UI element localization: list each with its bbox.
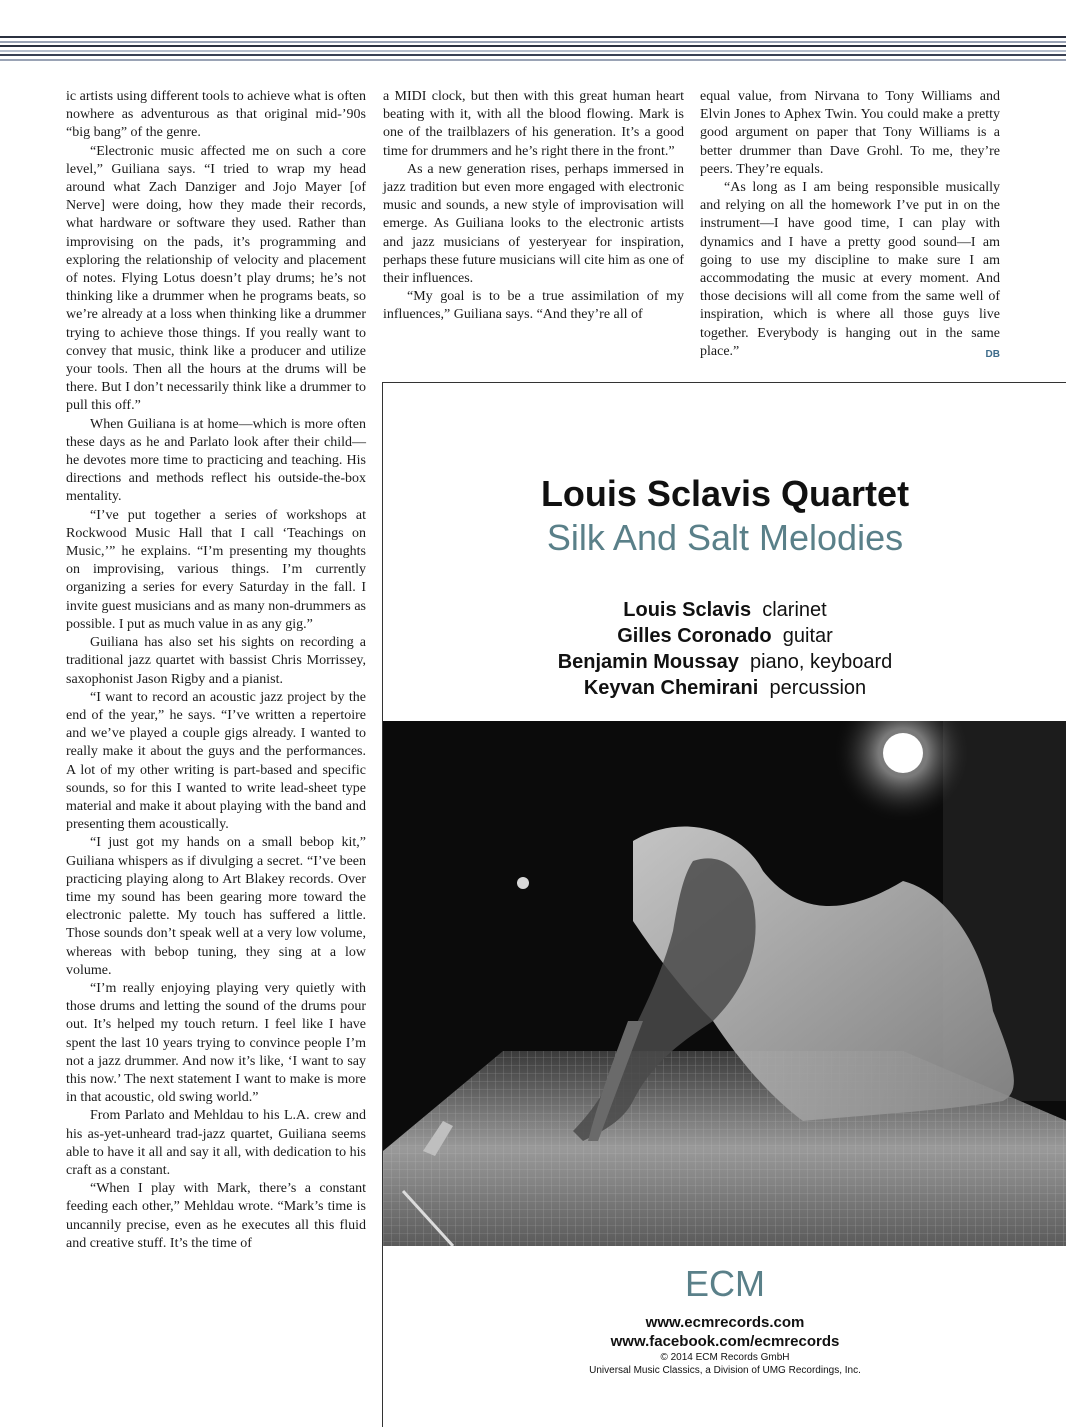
paragraph: “I just got my hands on a small bebop kit,” Guiliana whispers as if divulging a secret. “I’ve been practicing playing along to Art Blakey records. Over time my sound has been gearing more toward the electronic palette. My touch has suffered a little. Those sounds don’t speak well at a very low volume, whereas with bebop tuning, they sing at a low volume. (66, 835, 366, 978)
musician-name: Louis Sclavis (623, 599, 752, 621)
paragraph: As a new generation rises, perhaps immersed in jazz tradition but even more engaged with electronic music and sounds, a new style of improvisation will emerge. As Guiliana looks to the electronic artists and jazz musicians of yesteryear for inspiration, perhaps these future musicians will cite him as one of their influences. (383, 161, 684, 287)
musician-instrument: percussion (769, 677, 867, 699)
article-column-1 (66, 88, 366, 1253)
album-cover-photo (383, 721, 1066, 1246)
musician-name: Gilles Coronado (617, 625, 772, 647)
paragraph: “My goal is to be a true assimilation of my influences,” Guiliana says. “And they’re all of (383, 289, 684, 323)
musician-name: Keyvan Chemirani (583, 677, 759, 699)
paragraph: From Parlato and Mehldau to his L.A. crew and his as-yet-unheard trad-jazz quartet, Guiliana seems able to have it all and say it all, with dedication to his craft as a constant. (66, 1108, 366, 1178)
paragraph: “I’m really enjoying playing very quietly with those drums and letting the sound of the drums pour out. It’s helped my touch return. I feel like I have spent the last 10 years trying to convince people I’m not a jazz drummer. And now it’s like, ‘I want to say this now.’ The next statement I want to make is more in that acoustic, old swing world.” (66, 980, 366, 1106)
ecm-links (383, 1313, 1066, 1351)
ecm-credits (383, 1351, 1066, 1377)
dancer-photo-illustration (383, 721, 1066, 1246)
musician-instrument: clarinet (762, 599, 827, 621)
paragraph-text: “As long as I am being responsible musically and relying on all the homework I’ve put in on the instrument—I have good time, I can play with dynamics and I have a pretty good sound—I am going to use my discipline to make sure I am accommodating the music at every moment. And those decisions will all come from the same well of inspiration, which is where all those guys live together. Everybody is hanging out in the same place.” (700, 180, 1000, 359)
paragraph: When Guiliana is at home—which is more often these days as he and Parlato look after their child—he devotes more time to practicing and teaching. His directions and methods reflect his outside-the-box mentality. (66, 416, 366, 505)
lineup-row (383, 623, 1066, 649)
paragraph: “I’ve put together a series of workshops at Rockwood Music Hall that I call ‘Teachings on Music,’” he explains. “I’m presenting my thoughts on improvising, various things. I’m currently organizing a series for every Saturday in the fall. I invite guest musicians and as many non-drummers as possible. I put as much value in as any gig.” (66, 507, 366, 632)
ad-subtitle: Silk And Salt Melodies (546, 517, 904, 558)
paragraph: ic artists using different tools to achieve what is often nowhere as adventurous as that original mid-’90s “big bang” of the genre. (66, 89, 366, 141)
website-link[interactable]: www.ecmrecords.com (645, 1314, 805, 1331)
musician-instrument: guitar (782, 625, 833, 647)
paragraph: a MIDI clock, but then with this great human heart beating with it, with all the blood flowing. Mark is one of the trailblazers of his generation. It’s a good time for drummers and he’s right there in the front.” (383, 89, 684, 159)
lineup-row (383, 649, 1066, 675)
header-stripes (0, 34, 1066, 66)
article-column-3 (700, 88, 1000, 364)
paragraph: Guiliana has also set his sights on recording a traditional jazz quartet with bassist Chris Morrissey, saxophonist Jason Rigby and a pianist. (66, 635, 366, 687)
musician-name: Benjamin Moussay (557, 651, 739, 673)
paragraph: “Electronic music affected me on such a core level,” Guiliana says. “I tried to wrap my head around what Zach Danziger and Jojo Mayer [of Nerve] were doing, how they made their records, what hardware or software they used. Rather than improvising on the pads, it’s programming and exploring the relationship of velocity and placement of notes. Flying Lotus doesn’t play drums; he’s not thinking like a drummer when he programs beats, so we’re already at a loss when thinking like a drummer trying to achieve those things. If you really want to convey that music, think like a producer and utilize your tools. Then all the hours at the drums will be there. But I don’t necessarily think like a drummer to pull this off.” (66, 143, 366, 414)
copyright-text: © 2014 ECM Records GmbH (660, 1352, 790, 1363)
facebook-link[interactable]: www.facebook.com/ecmrecords (610, 1333, 840, 1350)
paragraph: “When I play with Mark, there’s a constant feeding each other,” Mehldau wrote. “Mark’s time is uncannily precise, even as he executes all this fluid and creative stuff. It’s the time of (66, 1181, 366, 1251)
paragraph (700, 179, 1000, 361)
lineup-row (383, 675, 1066, 701)
signoff-mark: DB (985, 348, 1000, 360)
article-column-2 (383, 88, 684, 325)
ecm-advertisement (382, 382, 1066, 1427)
paragraph: “I want to record an acoustic jazz project by the end of the year,” he says. “I’ve written a repertoire and we’ve played a couple gigs already. I wanted to really make it about the guys and the performances. A lot of my other writing is part-based and specific sounds, so for this I wanted to write lead-sheet type material and make it about playing with the band and presenting them acoustically. (66, 689, 366, 833)
ecm-logo: ECM (685, 1263, 765, 1304)
ad-title: Louis Sclavis Quartet (540, 473, 910, 514)
musician-instrument: piano, keyboard (749, 651, 893, 673)
ad-lineup (383, 597, 1066, 701)
lineup-row (383, 597, 1066, 623)
distributor-text: Universal Music Classics, a Division of UMG Recordings, Inc. (589, 1365, 861, 1376)
paragraph: equal value, from Nirvana to Tony Williams and Elvin Jones to Aphex Twin. You could make a pretty good argument on paper that Tony Williams is a better drummer than Dave Grohl. To me, they’re peers. They’re equals. (700, 89, 1000, 177)
